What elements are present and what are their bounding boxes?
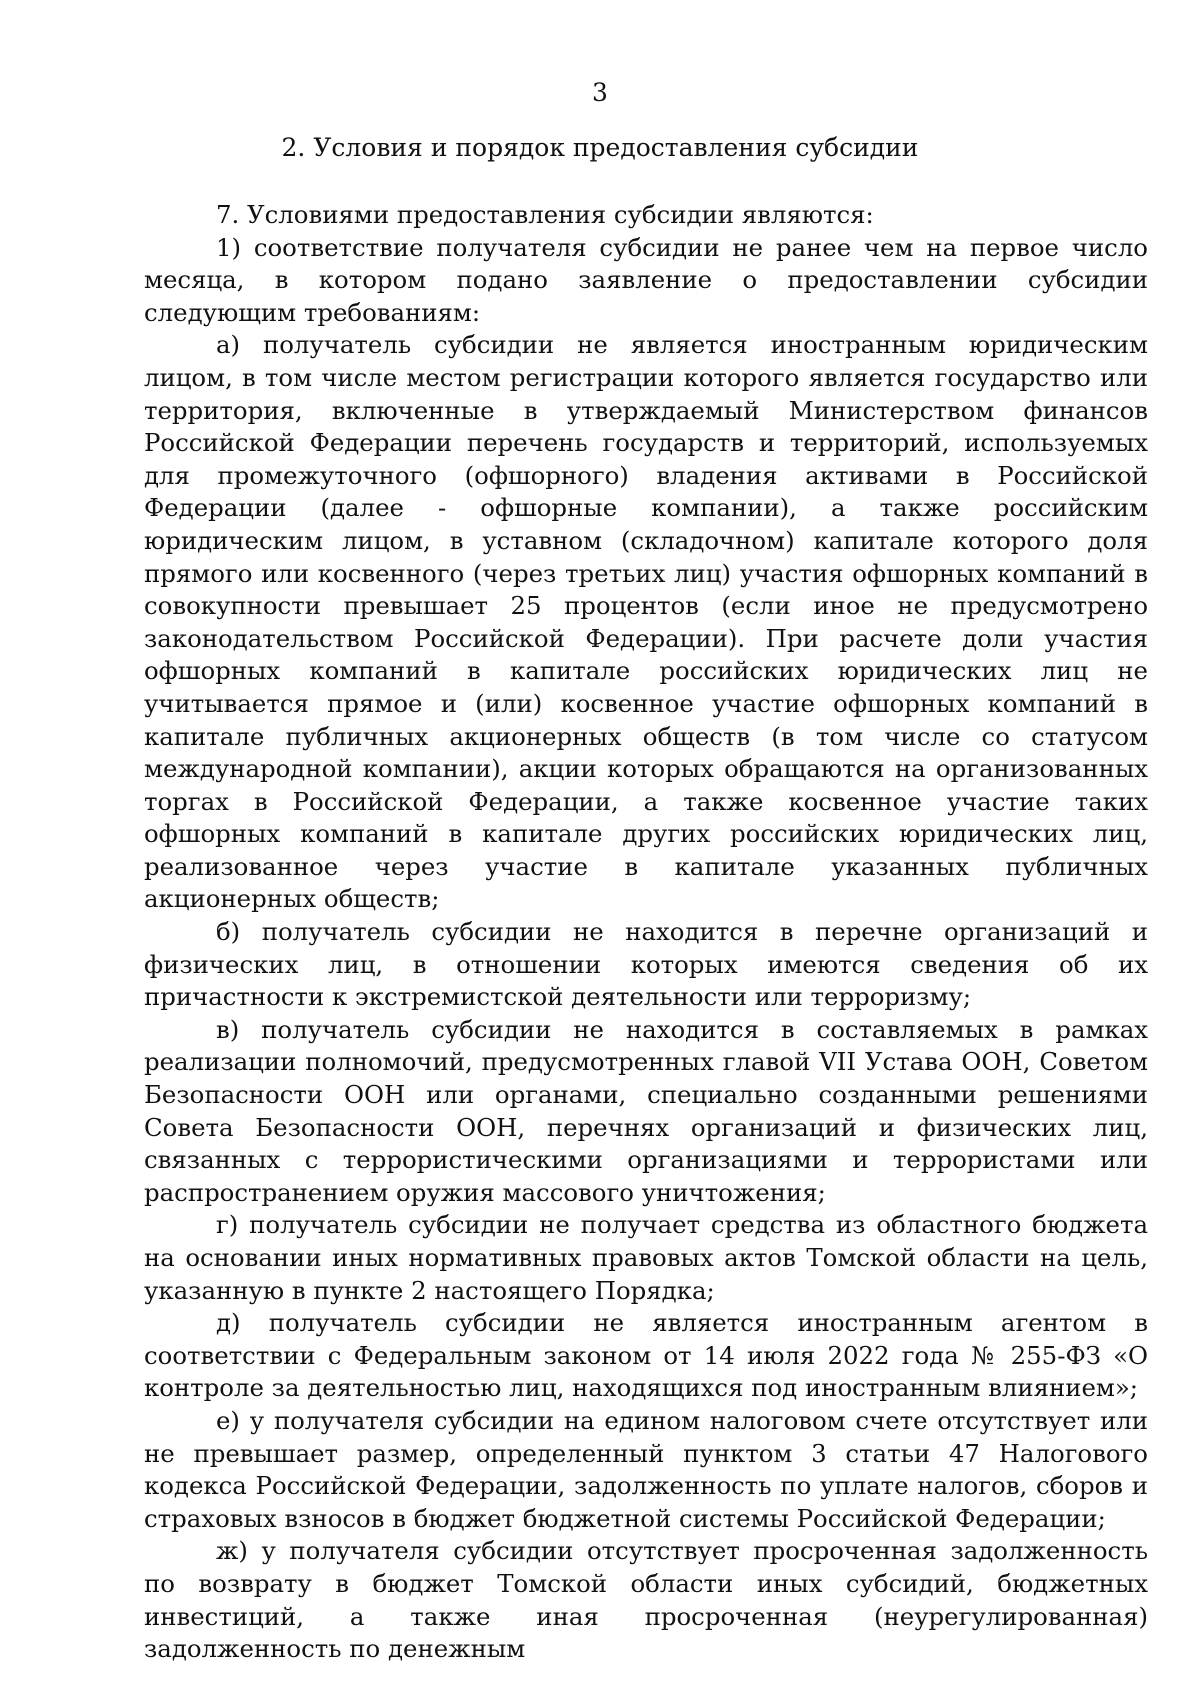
paragraph-subitem-d: д) получатель субсидии не является иностранным агентом в соответствии с Федеральным законом от 14 июля 2022 года № 255-ФЗ «О контроле за деятельностью лиц, находящихся под иностранным влиянием»; [144, 1308, 1148, 1403]
paragraph-subitem-zh: ж) у получателя субсидии отсутствует просроченная задолженность по возврату в бюджет Томской области иных субсидий, бюджетных инвестиций, а также иная просроченная (неурегулированная) задолженность по денежным [144, 1536, 1148, 1664]
paragraph-subitem-e: е) у получателя субсидии на едином налоговом счете отсутствует или не превышает размер, определенный пунктом 3 статьи 47 Налогового кодекса Российской Федерации, задолженность по уплате налогов, сборов и страховых взносов в бюджет бюджетной системы Российской Федерации; [144, 1405, 1148, 1533]
paragraph-subitem-g: г) получатель субсидии не получает средства из областного бюджета на основании иных нормативных правовых актов Томской области на цель, указанную в пункте 2 настоящего Порядка; [144, 1210, 1148, 1305]
page-number: 3 [592, 78, 608, 107]
paragraph-subitem-a: а) получатель субсидии не является иностранным юридическим лицом, в том числе местом регистрации которого является государство или территория, включенные в утверждаемый Министерством финансов Российской Федерации перечень государств и территорий, используемых для промежуточного (офшорного) владения активами в Российской Федерации (далее - офшорные компании), а также российским юридическим лицом, в уставном (складочном) капитале которого доля прямого или косвенного (через третьих лиц) участия офшорных компаний в совокупности превышает 25 процентов (если иное не предусмотрено законодательством Российской Федерации). При расчете доли участия офшорных компаний в капитале российских юридических лиц не учитывается прямое и (или) косвенное участие офшорных компаний в капитале публичных акционерных обществ (в том числе со статусом международной компании), акции которых обращаются на организованных торгах в Российской Федерации, а также косвенное участие таких офшорных компаний в капитале других российских юридических лиц, реализованное через участие в капитале указанных публичных акционерных обществ; [144, 330, 1148, 914]
paragraph-7-intro: 7. Условиями предоставления субсидии являются: [216, 200, 874, 229]
document-body [144, 199, 1148, 1666]
paragraph-item-1: 1) соответствие получателя субсидии не ранее чем на первое число месяца, в котором подано заявление о предоставлении субсидии следующим требованиям: [144, 232, 1148, 327]
paragraph-subitem-v: в) получатель субсидии не находится в составляемых в рамках реализации полномочий, предусмотренных главой VII Устава ООН, Советом Безопасности ООН или органами, специально созданными решениями Совета Безопасности ООН, перечнях организаций и физических лиц, связанных с террористическими организациями и террористами или распространением оружия массового уничтожения; [144, 1014, 1148, 1207]
section-title: 2. Условия и порядок предоставления субсидии [281, 133, 919, 162]
paragraph-subitem-b: б) получатель субсидии не находится в перечне организаций и физических лиц, в отношении которых имеются сведения об их причастности к экстремистской деятельности или терроризму; [144, 917, 1148, 1012]
